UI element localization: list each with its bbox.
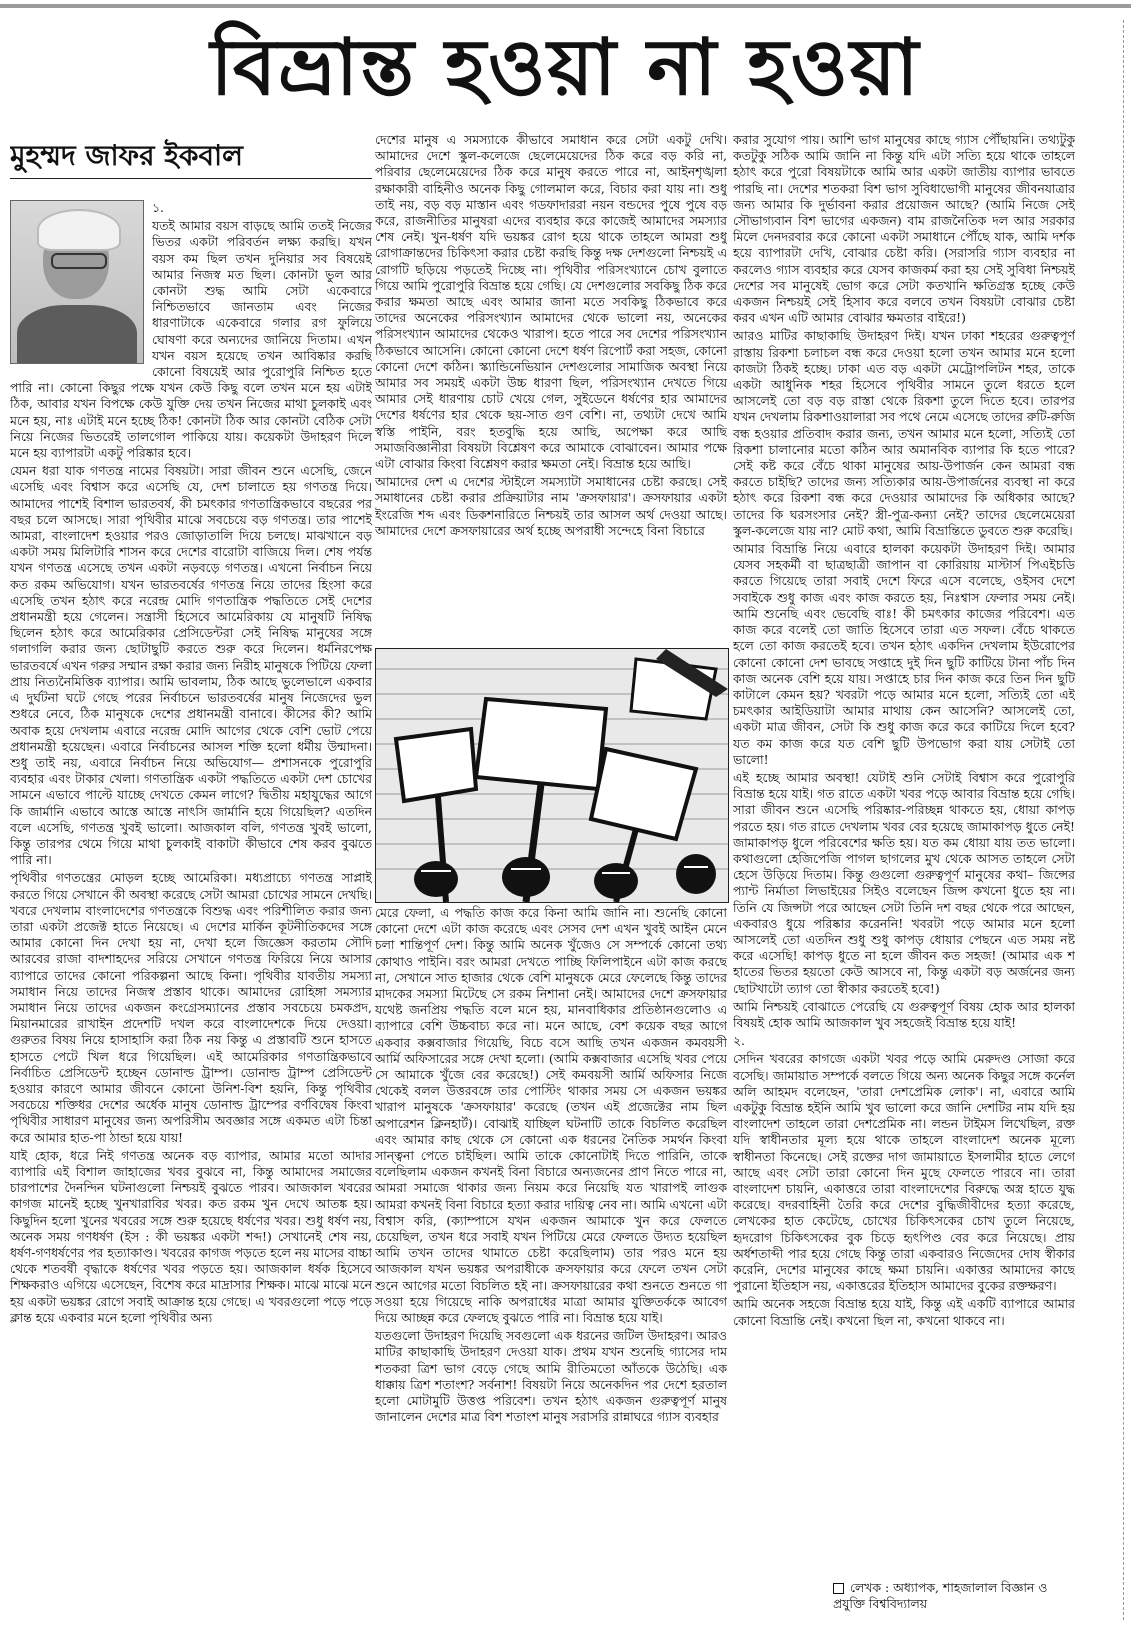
byline-rule — [10, 178, 372, 179]
column-2-bottom — [375, 905, 727, 1622]
paragraph: আরও মাটির কাছাকাছি উদাহরণ দিই। যখন ঢাকা শহরের গুরুত্বপূর্ণ রাস্তায় রিকশা চলাচল বন্ধ করে দেওয়া হলো তখন আমার মনে হলো কাজটা ঠিকই হচ্ছে। ঢাকা এত বড় একটা মেট্রোপলিটন শহর, তাকে একটা আধুনিক শহর হিসেবে পৃথিবীর সামনে তুলে ধরতে হলে আসলেই তো বড় বড় রাস্তা থেকে রিকশা তুলে দিতে হবে। তারপর যখন দেখলাম রিকশাওয়ালারা সব পথে নেমে এসেছে তাদের রুটি-রুজি বন্ধ হওয়ার প্রতিবাদ করার জন্য, তখন আমার মনে হলো, সত্যিই তো রিকশা চালানোর মতো কঠিন আর অমানবিক ব্যাপার কি হতে পারে? সেই কষ্ট করে বেঁচে থাকা মানুষের আয়-উপার্জন কেন আমরা বন্ধ করতে চাইছি? তাদের জন্য সত্যিকার আয়-উপার্জনের ব্যবস্থা না করে হঠাৎ করে রিকশা বন্ধ করে দেওয়ার আমাদের কি অধিকার আছে? তাদের কি ঘরসংসার নেই? স্ত্রী-পুত্র-কন্যা নেই? তাদের ছেলেমেয়েরা স্কুল-কলেজে যায় না? মোট কথা, আমি বিভ্রান্তিতে ডুবতে শুরু করেছি। — [733, 328, 1075, 538]
column-2-top — [375, 132, 727, 644]
paragraph: দেশের মানুষ এ সমস্যাকে কীভাবে সমাধান করে সেটা একটু দেখি। আমাদের দেশে স্কুল-কলেজে ছেলেমেয়েদের ঠিক করে বড় করি না, পরিবার ছেলেমেয়েদের ঠিক করে মানুষ করতে পারে না, আইনশৃঙ্খলা রক্ষাকারী বাহিনীও অনেক কিছু গোলমাল করে, বিচার করা যায় না। শুধু তাই নয়, বড় বড় মাস্তান এবং গডফাদাররা নয়ন বন্ডদের পুষে পুষে বড় করে, রাজনীতির মানুষরা এদের ব্যবহার করে কাজেই আমাদের সমস্যার শেষ নেই। খুন-ধর্ষণ যদি ভয়ঙ্কর রোগ হয়ে থাকে তাহলে আমরা শুধু রোগাক্রান্তদের চিকিৎসা করার চেষ্টা করছি কিন্তু দক্ষ দেশগুলো নিশ্চয়ই এ রোগটি ছড়িয়ে পড়তেই দিচ্ছে না। পৃথিবীর পরিসংখ্যানে চোখ বুলাতে গিয়ে আমি পুরোপুরি বিভ্রান্ত হয়ে গেছি। যে দেশগুলোর সবকিছু ঠিক করে করার ক্ষমতা আছে এবং আমার জানা মতে সবকিছু ঠিকভাবে করে তাদের অনেকের পরিসংখ্যান আমাদের থেকে ভালো নয়, অনেকের পরিসংখ্যান আমাদের থেকেও খারাপ। হতে পারে সব দেশের পরিসংখ্যান ঠিকভাবে আসেনি। কোনো কোনো দেশে ধর্ষণ রিপোর্ট করা সহজ, কোনো কোনো দেশে কঠিন। স্ক্যান্ডিনেভিয়ান দেশগুলোর সামাজিক অবস্থা নিয়ে আমার সব সময়ই একটা উচ্চ ধারণা ছিল, পরিসংখ্যান দেখতে গিয়ে আমার সেই ধারণায় চোট খেয়ে গেল, সুইডেনে ধর্ষণের হার আমাদের দেশের ধর্ষণের হার থেকে ছয়-সাত গুণ বেশি। না, তথ্যটা দেখে আমি স্বস্তি পাইনি, বরং হতবুদ্ধি হয়ে আছি, অপেক্ষা করে আছি সমাজবিজ্ঞানীরা বিষয়টা বিশ্লেষণ করে আমাকে বোঝাবেন। আমার পক্ষে এটা বোঝার কিংবা বিশ্লেষণ করার ক্ষমতা নেই। বিভ্রান্ত হয়ে আছি। — [375, 132, 727, 472]
paragraph: সেদিন খবরের কাগজে একটা খবর পড়ে আমি মেরুদণ্ড সোজা করে বসেছি। জামায়াত সম্পর্কে বলতে গিয়ে অন্য অনেক কিছুর সঙ্গে কর্নেল অলি আহমদ বলেছেন, 'তারা দেশপ্রেমিক লোক'। না, এবারে আমি একটুকু বিভ্রান্ত হইনি আমি খুব ভালো করে জানি দেশটির নাম যদি হয় বাংলাদেশ তাহলে তারা দেশপ্রেমিক না। লন্ডন টাইমস লিখেছিল, রক্ত যদি স্বাধীনতার মূল্য হয়ে থাকে তাহলে বাংলাদেশ অনেক মূল্যে স্বাধীনতা কিনেছে। সেই রক্তের দাগ জামায়াতে ইসলামীর হাতে লেগে আছে এবং সেটা তারা কোনো দিন মুছে ফেলতে পারবে না। তারা বাংলাদেশ চায়নি, একাত্তরে তারা বাংলাদেশের বিরুদ্ধে অস্ত্র হাতে যুদ্ধ করেছে। বদরবাহিনী তৈরি করে দেশের বুদ্ধিজীবীদের হত্যা করেছে, লেখকের হাত কেটেছে, চোখের চিকিৎসকের চোখ তুলে নিয়েছে, হৃদরোগ চিকিৎসকের বুক চিড়ে হৃৎপিণ্ড বের করে নিয়েছে। প্রায় অর্ধশতাব্দী পার হয়ে গেছে কিন্তু তারা একবারও নিজেদের দোষ স্বীকার করেনি, দেশের মানুষের কাছে ক্ষমা চায়নি। একাত্তর আমাদের কাছে পুরানো ইতিহাস নয়, একাত্তরের ইতিহাস আমাদের বুকের রক্তক্ষরণ। — [733, 1051, 1075, 1294]
paragraph: আমার বিভ্রান্তি নিয়ে এবারে হালকা কয়েকটা উদাহরণ দিই। আমার যেসব সহকর্মী বা ছাত্রছাত্রী জাপান বা কোরিয়ায় মাস্টার্স পিএইচডি করতে গিয়েছে তারা সবাই দেশে ফিরে এসে বলেছে, ওইসব দেশে সবাইকে শুধু কাজ এবং কাজ করতে হয়, নিঃশ্বাস ফেলার সময় নেই। আমি শুনেছি এবং ভেবেছি বাঃ! কী চমৎকার কাজের পরিবেশ। এত কাজ করে বলেই তো জাতি হিসেবে তারা এত সফল। বেঁচে থাকতে হলে তো কাজ করতেই হবে। তখন হঠাৎ একদিন দেখলাম ইউরোপের কোনো কোনো দেশ ভাবছে সপ্তাহে দুই দিন ছুটি কাটিয়ে টানা পাঁচ দিন কাজ অনেক বেশি হয়ে যায়। সপ্তাহে চার দিন কাজ করে তিন দিন ছুটি কাটালে কেমন হয়? খবরটা পড়ে আমার মনে হলো, সত্যিই তো এই চমৎকার আইডিয়াটা আমার মাথায় কেন আসেনি? আসলেই তো, একটা মাত্র জীবন, সেটা কি শুধু কাজ করে করে কাটিয়ে দিলে হবে? যত কম কাজ করে যত বেশি ছুটি উপভোগ করা যায় সেটাই তো ভালো! — [733, 541, 1075, 767]
column-1 — [10, 200, 372, 1620]
paragraph: পৃথিবীর গণতন্ত্রের মোড়ল হচ্ছে আমেরিকা। মধ্যপ্রাচ্যে গণতন্ত্র সাপ্লাই করতে গিয়ে সেখানে কী অবস্থা করেছে সেটা আমরা চোখের সামনে দেখছি। খবরে দেখলাম বাংলাদেশের গণতন্ত্রকে বিশুদ্ধ এবং পরিশীলিত করার জন্য তারা একটা প্রজেক্ট হাতে নিয়েছে। এ দেশের মার্কিন কূটনীতিকদের সঙ্গে আমার কোনো দিন দেখা হয় না, দেখা হলে জিজ্ঞেস করতাম সৌদি আরবের রাজা বাদশাহদের সরিয়ে সেখানে গণতন্ত্র ফিরিয়ে নিয়ে আসার ব্যাপারে তাদের কোনো পরিকল্পনা আছে কিনা। পৃথিবীর যাবতীয় সমস্যা সমাধান নিয়ে তাদের নিজস্ব প্রস্তাব থাকে। আমাদের রোহিঙ্গা সমস্যার সমাধান নিয়ে তাদের একজন কংগ্রেসম্যানের প্রস্তাব সবচেয়ে চমকপ্রদ, মিয়ানমারের রাখাইন প্রদেশটি দখল করে বাংলাদেশকে দিয়ে দেওয়া। গুরুতর বিষয় নিয়ে হাসাহাসি করা ঠিক নয় কিন্তু এ প্রস্তাবটি শুনে হাসতে হাসতে পেটে খিল ধরে গিয়েছিল। এই আমেরিকার গণতান্ত্রিকভাবে নির্বাচিত প্রেসিডেন্ট হচ্ছেন ডোনাল্ড ট্রাম্প। ডোনাল্ড ট্রাম্প প্রেসিডেন্ট হওয়ার কারণে আমার জীবনে কোনো উনিশ-বিশ হয়নি, কিন্তু পৃথিবীর সবচেয়ে শক্তিধর দেশের অর্ধেক মানুষ ডোনাল্ড ট্রাম্পের বর্ণবিদ্বেষ কিংবা পৃথিবীর সাধারণ মানুষের জন্য অপরিসীম অবজ্ঞার সঙ্গে একমত এটা চিন্তা করে আমার হাত-পা ঠান্ডা হয়ে যায়! — [10, 870, 372, 1145]
paragraph: এই হচ্ছে আমার অবস্থা! যেটাই শুনি সেটাই বিশ্বাস করে পুরোপুরি বিভ্রান্ত হয়ে যাই। গত রাতে একটা খবর পড়ে আবার বিভ্রান্ত হয়ে গেছি। সারা জীবন শুনে এসেছি পরিষ্কার-পরিচ্ছন্ন থাকতে হয়, ধোয়া কাপড় পরতে হয়। গত রাতে দেখলাম খবর বের হয়েছে জামাকাপড় ধুতে নেই! জামাকাপড় ধুলে পরিবেশের ক্ষতি হয়। যত কম ধোয়া যায় তত ভালো। কথাগুলো হেজিপেজি পাগল ছাগলের মুখ থেকে আসত তাহলে সেটা হেসে উড়িয়ে দিতাম। কিন্তু গুগুলো গুরুত্বপূর্ণ মানুষের কথা– জিন্সের প্যান্ট নির্মাতা লিভাইয়ের সিইও বলেছেন জিন্স কখনো ধুতে হয় না। তিনি যে জিন্সটা পরে আছেন সেটা তিনি দশ বছর থেকে পরে আছেন, একবারও ধুয়ে পরিষ্কার করেননি! খবরটা পড়ে আমার মনে হলো আসলেই তো এতদিন শুধু শুধু কাপড় ধোয়ার পেছনে এত সময় নষ্ট করে এসেছি! কাপড় ধুতে না হলে জীবন কত সহজ! (আমার এক শ হাতের ভিতর হয়তো কেউ আসবে না, কিন্তু একটা বড় অর্জনের জন্য ছোটখাটো ত্যাগ তো স্বীকার করতেই হবে!) — [733, 769, 1075, 996]
paragraph: যতই আমার বয়স বাড়ছে আমি ততই নিজের ভিতর একটা পরিবর্তন লক্ষ্য করছি। যখন বয়স কম ছিল তখন দুনিয়ার সব বিষয়েই আমার নিজস্ব মত ছিল। কোনটা ভুল আর কোনটা শুদ্ধ আমি সেটা একেবারে নিশ্চিতভাবে জানতাম এবং নিজের ধারণাটাকে একেবারে গলার রগ ফুলিয়ে ঘোষণা করে অন্যদের জানিয়ে দিতাম। এখন যখন বয়স হয়েছে তখন আবিষ্কার করছি কোনো বিষয়েই আর পুরোপুরি নিশ্চিত হতে পারি না। কোনো কিছুর পক্ষে যখন কেউ কিছু বলে তখন মনে হয় এটাই ঠিক, আবার যখন বিপক্ষে কেউ যুক্তি দেয় তখন নিজের মাথা চুলকাই এবং মনে হয়, নাঃ এটাই মনে হচ্ছে ঠিক! কোনটা ঠিক আর কোনটা বেঠিক সেটা নিয়ে নিজের ভিতরেই তালগোল পাকিয়ে যায়। কয়েকটা উদাহরণ দিলে মনে হয় ব্যাপারটা একটু পরিষ্কার হবে। — [10, 218, 372, 461]
paragraph: যাই হোক, ধরে নিই গণতন্ত্র অনেক বড় ব্যাপার, আমার মতো আদার ব্যাপারি এই বিশাল জাহাজের খবর বুঝবে না, কিন্তু আমাদের সমাজের চারপাশের দৈনন্দিন ঘটনাগুলো নিশ্চয়ই বুঝতে পারব। আজকাল খবরের কাগজ মানেই হচ্ছে খুনখারাবির খবর। কত রকম খুন দেখে আতঙ্ক হয়। কিছুদিন হলো খুনের খবরের সঙ্গে শুরু হয়েছে ধর্ষণের খবর। শুধু ধর্ষণ নয়, অনেক সময় গণধর্ষণ (ইস : কী ভয়ঙ্কর একটা শব্দ!) সেখানেই শেষ নয়, ধর্ষণ-গণধর্ষণের পর হত্যাকাণ্ড। খবরের কাগজ পড়তে হলে নয় মাসের বাচ্চা থেকে শতবর্ষী বৃদ্ধাকে ধর্ষণের খবর পড়তে হয়। আজকাল ধর্ষক হিসেবে শিক্ষকরাও এগিয়ে এসেছেন, বিশেষ করে মাদ্রাসার শিক্ষক। মাঝে মাঝে মনে হয় একটা ভয়ঙ্কর রোগে সবাই আক্রান্ত হয়ে গেছে। এ খবরগুলো পড়ে পড়ে ক্লান্ত হয়ে একবার মনে হলো পৃথিবীর অন্য — [10, 1147, 372, 1325]
section-number: ২. — [733, 1033, 745, 1049]
paragraph: আমাদের দেশ এ দেশের স্টাইলে সমস্যাটা সমাধানের চেষ্টা করছে। সেই সমাধানের চেষ্টা করার প্রক্রিয়াটার নাম 'ক্রসফায়ার'। ক্রসফায়ার একটা ইংরেজি শব্দ এবং ডিকশনারিতে নিশ্চয়ই তার আসল অর্থ দেওয়া আছে। আমাদের দেশে ক্রসফায়ারের অর্থ হচ্ছে অপরাধী সন্দেহে বিনা বিচারে — [375, 474, 727, 538]
paragraph: করার সুযোগ পায়। আশি ভাগ মানুষের কাছে গ্যাস পৌঁছায়নি। তথ্যটুকু কতটুকু সঠিক আমি জানি না কিন্তু যদি এটা সত্যি হয়ে থাকে তাহলে হঠাৎ করে পুরো বিষয়টাকে আমি আর একটা জাতীয় ব্যাপার ভাবতে পারছি না। দেশের শতকরা বিশ ভাগ সুবিধাভোগী মানুষের জীবনযাত্রার জন্য আমার কি দুর্ভাবনা করার প্রয়োজন আছে? (আমি নিজে সেই সৌভাগ্যবান বিশ ভাগের একজন) বাম রাজনৈতিক দল আর সরকার মিলে দেনদরবার করে কোনো একটা সমাধানে পৌঁছে যাক, আমি দর্শক হয়ে ব্যাপারটা দেখি, বোঝার চেষ্টা করি। (সরাসরি গ্যাস ব্যবহার না করলেও গ্যাস ব্যবহার করে যেসব কাজকর্ম করা হয় সেই সুবিধা নিশ্চয়ই দেশের সব মানুষেই ভোগ করে সেটা কতখানি ক্ষতিগ্রস্ত হচ্ছে কেউ একজন নিশ্চয়ই সেই হিসাব করে বলবে তখন বিষয়টা বোঝার চেষ্টা করব এখন এটি আমার বোঝার ক্ষমতার বাইরে!) — [733, 132, 1075, 326]
protest-placards-illustration-icon — [375, 648, 729, 903]
column-3 — [733, 132, 1075, 1578]
author-byline: মুহম্মদ জাফর ইকবাল — [10, 139, 244, 172]
paragraph: আমি নিশ্চয়ই বোঝাতে পেরেছি যে গুরুত্বপূর্ণ বিষয় হোক আর হালকা বিষয়ই হোক আমি আজকাল খুব সহজেই বিভ্রান্ত হয়ে যাই! — [733, 998, 1075, 1030]
author-credit — [833, 1580, 1078, 1612]
headline: বিভ্রান্ত হওয়া না হওয়া — [210, 23, 921, 113]
paragraph: মেরে ফেলা, এ পদ্ধতি কাজ করে কিনা আমি জানি না। শুনেছি কোনো কোনো দেশে এটা কাজ করেছে এবং সেসব দেশ এখন খুবই আইন মেনে চলা শান্তিপূর্ণ দেশ। কিন্তু আমি অনেক খুঁজেও সে সম্পর্কে কোনো তথ্য কোথাও পাইনি। বরং আমরা দেখতে পাচ্ছি ফিলিপাইনে এটা কাজ করছে না, সেখানে সাত হাজার থেকে বেশি মানুষকে মেরে ফেলেছে কিন্তু তাদের মাদকের সমস্যা মিটেছে সে রকম নিশানা নেই। আমাদের দেশে ক্রসফায়ার যথেষ্ট জনপ্রিয় পদ্ধতি বলে মনে হয়, মানবাধিকার প্রতিষ্ঠানগুলোও এ ব্যাপারে বেশি উচ্চবাচ্য করে না। মনে আছে, বেশ কয়েক বছর আগে একবার কক্সবাজার গিয়েছি, বিচে বসে আছি তখন একজন কমবয়সী আর্মি অফিসারের সঙ্গে দেখা হলো। (আমি কক্সবাজার এসেছি খবর পেয়ে সে আমাকে খুঁজে বের করেছে!) সেই কমবয়সী আর্মি অফিসার নিজে থেকেই বলল উত্তরবঙ্গে তার পোস্টিং থাকার সময় সে একজন ভয়ঙ্কর খারাপ মানুষকে 'ক্রসফায়ার' করেছে (তখন এই প্রজেক্টের নাম ছিল অপারেশন ক্লিনহার্ট)। বোঝাই যাচ্ছিল ঘটনাটি তাকে বিচলিত করেছিল এবং আমার কাছ থেকে সে কোনো এক ধরনের নৈতিক সমর্থন কিংবা সান্ত্বনা পেতে চাইছিল। আমি তাকে কোনোটাই দিতে পারিনি, তাকে বলেছিলাম একজন কখনই বিনা বিচারে অন্যজনের প্রাণ নিতে পারে না, আমরা সমাজে থাকার জন্য নিয়ম করে নিয়েছি যত খারাপই লাগুক আমরা কখনই বিনা বিচারে হত্যা করার দায়িত্ব নেব না। আমি এখনো এটা বিশ্বাস করি, (ক্যাম্পাসে যখন একজন আমাকে খুন করে ফেলতে চেয়েছিল, তখন ধরে সবাই যখন পিটিয়ে মেরে ফেলতে উদ্যত হয়েছিল আমি তখন তাদের থামাতে চেষ্টা করেছিলাম) তার পরও মনে হয় আজকাল যখন ভয়ঙ্কর অপরাধীকে ক্রসফায়ার করে ফেলে তখন সেটা শুনে আগের মতো বিচলিত হই না। ক্রসফায়ারের কথা শুনতে শুনতে গা সওয়া হয়ে গিয়েছে নাকি অপরাধের মাত্রা আমার যুক্তিতর্ককে আবেগ দিয়ে আচ্ছন্ন করে ফেলছে বুঝতে পারি না। বিভ্রান্ত হয়ে যাই। — [375, 905, 727, 1326]
author-credit-text: লেখক : অধ্যাপক, শাহজালাল বিজ্ঞান ও প্রযুক্তি বিশ্ববিদ্যালয় — [833, 1580, 1048, 1612]
paragraph: আমি অনেক সহজে বিভ্রান্ত হয়ে যাই, কিন্তু এই একটি ব্যাপারে আমার কোনো বিভ্রান্তি নেই। কখনো ছিল না, কখনো থাকবে না। — [733, 1296, 1075, 1328]
page-edge-rule — [1123, 20, 1125, 1620]
paragraph: যতগুলো উদাহরণ দিয়েছি সবগুলো এক ধরনের জটিল উদাহরণ। আরও মাটির কাছাকাছি উদাহরণ দেওয়া যাক। প্রথম যখন শুনেছি গ্যাসের দাম শতকরা ত্রিশ ভাগ বেড়ে গেছে আমি রীতিমতো আঁতকে উঠেছি। এক ধাক্কায় ত্রিশ শতাংশ? সর্বনাশ! বিষয়টা নিয়ে অনেকদিন পর দেশে হরতাল হলো মোটামুটি উত্তপ্ত পরিবেশ। তখন হঠাৎ একজন গুরুত্বপূর্ণ মানুষ জানালেন দেশের মাত্র বিশ শতাংশ মানুষ সরাসরি রান্নাঘরে গ্যাস ব্যবহার — [375, 1328, 727, 1425]
top-rule — [0, 4, 1131, 8]
section-number: ১. — [152, 200, 164, 215]
square-bullet-icon — [833, 1583, 844, 1594]
author-portrait-icon — [10, 200, 144, 364]
paragraph: যেমন ধরা যাক গণতন্ত্র নামের বিষয়টা। সারা জীবন শুনে এসেছি, জেনে এসেছি এবং বিশ্বাস করে এসেছি যে, দেশ চালাতে হয় গণতন্ত্র দিয়ে। আমাদের পাশেই বিশাল ভারতবর্ষ, কী চমৎকার গণতান্ত্রিকভাবে বছরের পর বছর চলে আসছে। সারা পৃথিবীর মাঝে সবচেয়ে বড় গণতন্ত্র। তার পাশেই আমরা, বাংলাদেশ হওয়ার পরও জোড়াতালি দিয়ে চলছে। মাঝখানে বড় একটা সময় মিলিটারি শাসন করে দেশের বারোটা বাজিয়ে দিল। শেষ পর্যন্ত যখন গণতন্ত্র এসেছে তখন একটা নড়বড়ে গণতন্ত্র। এখনো নির্বাচন নিয়ে কত রকম অভিযোগ। যখন ভারতবর্ষের গণতন্ত্র নিয়ে তাদের হিংসা করে এসেছি তখন হঠাৎ করে নরেন্দ্র মোদি গণতান্ত্রিক পদ্ধতিতে সেই দেশের প্রধানমন্ত্রী হয়ে গেলেন। সন্ত্রাসী হিসেবে আমেরিকায় যে মানুষটি নিষিদ্ধ ছিলেন হঠাৎ করে আমেরিকার প্রেসিডেন্টরা সেই নিষিদ্ধ মানুষের সঙ্গে গলাগলি করার জন্য ছোটাছুটি করতে শুরু করে দিলেন। ধর্মনিরপেক্ষ ভারতবর্ষে এখন গরুর সম্মান রক্ষা করার জন্য নিরীহ মানুষকে পিটিয়ে ফেলা প্রায় নিত্যনৈমিত্তিক ব্যাপার। আমি ভাবলাম, ঠিক আছে ভুলেভালে একবার এ দুর্ঘটনা ঘটে গেছে পরের নির্বাচনে ভারতবর্ষের মানুষ নিজেদের ভুল শুধরে নেবে, ঠিক মানুষকে দেশের প্রধানমন্ত্রী বানাবে। কীসের কী? আমি অবাক হয়ে দেখলাম এবারে নরেন্দ্র মোদি আগের থেকে বেশি ভোট পেয়ে প্রধানমন্ত্রী হয়েছেন। এবারে নির্বাচনের আসল শক্তি হলো ধর্মীয় উন্মাদনা। শুধু তাই নয়, এবারে নির্বাচন নিয়ে অভিযোগ— প্রশাসনকে পুরোপুরি ব্যবহার এবং টাকার খেলা। গণতান্ত্রিক একটা পদ্ধতিতে একটা দেশ চোখের সামনে এভাবে পাল্টে যাচ্ছে দেখতে কেমন লাগে? দ্বিতীয় মহাযুদ্ধের আগে কি জার্মানি এভাবে আস্তে আস্তে নাৎসি জার্মানি হয়ে গিয়েছিল? এতদিন বলে এসেছি, গণতন্ত্র খুবই ভালো। আজকাল বলি, গণতন্ত্র খুবই ভালো, কিন্তু তারপর থেমে গিয়ে মাথা চুলকাই বাকাটা কীভাবে শেষ করব বুঝতে পারি না। — [10, 463, 372, 868]
